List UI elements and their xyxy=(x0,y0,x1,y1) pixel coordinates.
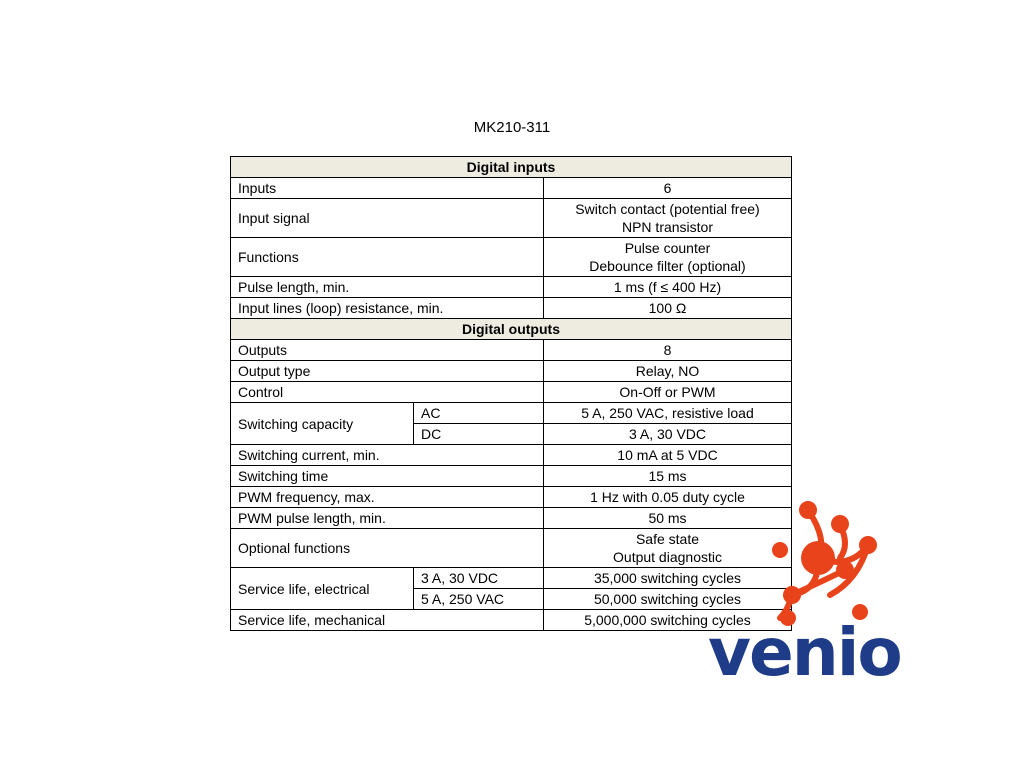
row-label: Switching capacity xyxy=(231,403,414,445)
row-value: 50 ms xyxy=(544,508,792,529)
row-label: Control xyxy=(231,382,544,403)
row-value xyxy=(544,199,792,238)
row-value: 100 Ω xyxy=(544,298,792,319)
table-row xyxy=(231,445,792,466)
row-label: Service life, mechanical xyxy=(231,610,544,631)
section-header: Digital outputs xyxy=(231,319,792,340)
section-header: Digital inputs xyxy=(231,157,792,178)
row-label: Outputs xyxy=(231,340,544,361)
table-row xyxy=(231,403,792,424)
row-value: 15 ms xyxy=(544,466,792,487)
row-label: Inputs xyxy=(231,178,544,199)
value-line: Output diagnostic xyxy=(613,549,722,565)
row-value: 5 A, 250 VAC, resistive load xyxy=(544,403,792,424)
molecule-icon xyxy=(772,501,877,626)
row-value: On-Off or PWM xyxy=(544,382,792,403)
logo-wordmark: venio xyxy=(708,614,901,690)
row-sublabel: AC xyxy=(414,403,544,424)
table-row xyxy=(231,277,792,298)
row-value: 35,000 switching cycles xyxy=(544,568,792,589)
row-value: 8 xyxy=(544,340,792,361)
value-line: Switch contact (potential free) xyxy=(575,201,760,217)
value-line: NPN transistor xyxy=(621,219,714,235)
row-label: PWM pulse length, min. xyxy=(231,508,544,529)
value-line: Pulse counter xyxy=(624,240,711,256)
row-label: Service life, electrical xyxy=(231,568,414,610)
row-value: 1 ms (f ≤ 400 Hz) xyxy=(544,277,792,298)
row-label: Output type xyxy=(231,361,544,382)
venio-logo xyxy=(700,500,940,690)
row-label: Switching current, min. xyxy=(231,445,544,466)
value-line: Debounce filter (optional) xyxy=(589,258,746,274)
table-row xyxy=(231,298,792,319)
row-value: Relay, NO xyxy=(544,361,792,382)
table-row xyxy=(231,178,792,199)
row-value: 5,000,000 switching cycles xyxy=(544,610,792,631)
row-label: Switching time xyxy=(231,466,544,487)
row-sublabel: 3 A, 30 VDC xyxy=(414,568,544,589)
document-title: MK210-311 xyxy=(473,119,551,136)
table-row xyxy=(231,361,792,382)
table-row xyxy=(231,199,792,238)
row-value: 1 Hz with 0.05 duty cycle xyxy=(544,487,792,508)
row-value: 50,000 switching cycles xyxy=(544,589,792,610)
table-row xyxy=(231,466,792,487)
row-sublabel: 5 A, 250 VAC xyxy=(414,589,544,610)
row-value: 6 xyxy=(544,178,792,199)
row-label: Functions xyxy=(231,238,544,277)
row-value xyxy=(544,238,792,277)
row-sublabel: DC xyxy=(414,424,544,445)
row-label: PWM frequency, max. xyxy=(231,487,544,508)
table-row xyxy=(231,238,792,277)
row-label: Pulse length, min. xyxy=(231,277,544,298)
row-label: Optional functions xyxy=(231,529,544,568)
row-label: Input signal xyxy=(231,199,544,238)
row-value: 10 mA at 5 VDC xyxy=(544,445,792,466)
row-value: 3 A, 30 VDC xyxy=(544,424,792,445)
section-header-row xyxy=(231,157,792,178)
table-row xyxy=(231,382,792,403)
section-header-row xyxy=(231,319,792,340)
value-line: Safe state xyxy=(635,531,700,547)
row-label: Input lines (loop) resistance, min. xyxy=(231,298,544,319)
table-row xyxy=(231,340,792,361)
